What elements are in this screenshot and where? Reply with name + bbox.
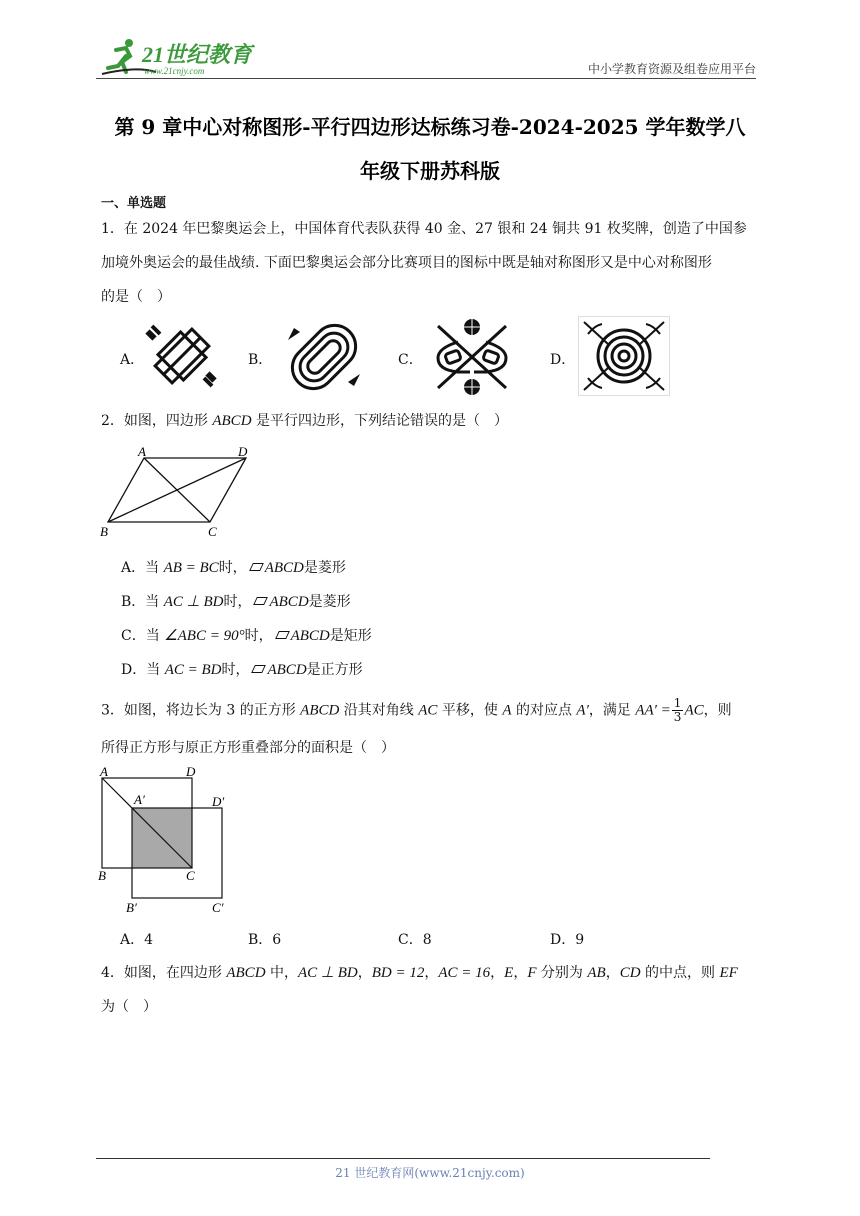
q3-t5: ，满足 <box>588 702 636 719</box>
q3-v1: ABCD <box>300 702 340 719</box>
q3-t2: 沿其对角线 <box>339 702 419 719</box>
q4-v4: AC = 16 <box>438 965 491 981</box>
q4-v2: AC ⊥ BD <box>297 965 358 981</box>
q3-option-a: A．4 <box>120 932 154 948</box>
q4-v8: CD <box>619 965 641 981</box>
footer-text: 21 世纪教育网(www.21cnjy.com) <box>335 1166 525 1180</box>
q4-v6: F <box>527 965 537 981</box>
fraction-one-third <box>672 697 684 724</box>
footer-divider <box>96 1158 710 1159</box>
q4-t4: ， <box>424 965 439 981</box>
q3-option-b: B．6 <box>248 932 282 948</box>
platform-name: 中小学教育资源及组卷应用平台 <box>587 62 756 76</box>
q1-stem-line3: 的是（ ） <box>101 289 171 305</box>
weightlifting-icon <box>142 318 222 394</box>
q4-t7: 分别为 <box>536 965 588 981</box>
label-d-prime: D′ <box>212 794 225 809</box>
label-a-prime: A′ <box>134 792 145 807</box>
q2-d-end: 是正方形 <box>306 662 363 678</box>
q2-c-tail: 时， <box>244 628 273 644</box>
label-a: A <box>138 444 146 459</box>
track-icon <box>282 318 366 396</box>
q2-option-d <box>121 659 363 679</box>
q2-a-letter: A．当 <box>121 560 164 576</box>
q2-c-shape: ABCD <box>290 628 330 644</box>
q2-b-tail: 时， <box>223 594 252 610</box>
parallelogram-symbol <box>252 665 267 673</box>
q2-stem-text-a: 2．如图，四边形 <box>101 413 213 429</box>
q4-stem-line1 <box>101 963 738 983</box>
q3-t6: ，则 <box>703 702 732 719</box>
q4-t2: 中， <box>265 965 298 981</box>
q3-t3: 平移，使 <box>437 702 503 719</box>
q4-t5: ， <box>490 965 505 981</box>
page-title-line1: 第 9 章中心对称图形-平行四边形达标练习卷-2024-2025 学年数学八 <box>114 115 746 139</box>
q2-a-tail: 时， <box>218 560 247 576</box>
q4-v7: AB <box>587 965 606 981</box>
q2-d-math: AC = BD <box>164 662 222 678</box>
q2-stem-var: ABCD <box>212 413 252 429</box>
q4-t8: ， <box>605 965 620 981</box>
label-d: D <box>238 444 248 459</box>
parallelogram-symbol <box>249 563 264 571</box>
q1-option-a-label: A． <box>120 352 145 368</box>
q4-v1: ABCD <box>226 965 266 981</box>
q2-b-letter: B．当 <box>121 594 164 610</box>
q4-v5: E <box>504 965 514 981</box>
q2-c-letter: C．当 <box>121 628 165 644</box>
q3-t1: 3．如图，将边长为 3 的正方形 <box>101 702 301 719</box>
q1-stem-line1: 1．在 2024 年巴黎奥运会上，中国体育代表队获得 40 金、27 银和 24 铜共 91 枚奖牌，创造了中国参 <box>101 221 747 237</box>
frac-denominator: 3 <box>673 710 682 724</box>
basketball-icon <box>430 318 514 396</box>
q4-stem-line2: 为（ ） <box>101 999 157 1015</box>
q3-stem-line2: 所得正方形与原正方形重叠部分的面积是（ ） <box>101 740 395 756</box>
label-c: C <box>186 868 195 883</box>
q4-t3: ， <box>357 965 372 981</box>
q4-t1: 4．如图，在四边形 <box>101 965 227 981</box>
q2-c-math: ∠ABC = 90° <box>164 628 245 644</box>
squares-figure <box>94 764 244 916</box>
q2-option-a <box>121 557 346 577</box>
header-divider <box>96 78 756 79</box>
q4-t6: ， <box>513 965 528 981</box>
q2-stem <box>101 411 508 431</box>
q2-a-shape: ABCD <box>264 560 304 576</box>
q4-v9: EF <box>719 965 738 981</box>
archery-icon <box>578 316 670 396</box>
q2-option-c <box>121 625 372 645</box>
q3-option-d: D．9 <box>550 932 585 948</box>
q2-b-math: AC ⊥ BD <box>163 594 224 610</box>
q2-b-end: 是菱形 <box>308 594 351 610</box>
page-title-line2: 年级下册苏科版 <box>360 159 500 183</box>
section-heading: 一、单选题 <box>101 196 167 211</box>
q2-stem-text-b: 是平行四边形，下列结论错误的是（ ） <box>251 413 508 429</box>
q3-v5: AA′ = <box>635 702 671 719</box>
q2-d-tail: 时， <box>221 662 250 678</box>
q3-stem-line1 <box>101 697 732 724</box>
frac-numerator: 1 <box>673 696 682 710</box>
label-c-prime: C′ <box>212 900 224 915</box>
logo-text: 21世纪教育 <box>142 42 253 67</box>
logo-url: www.21cnjy.com <box>144 66 205 76</box>
q3-v4: A′ <box>576 702 589 719</box>
parallelogram-symbol <box>254 597 269 605</box>
label-b: B <box>100 524 108 539</box>
label-b: B <box>98 868 106 883</box>
label-a: A <box>100 764 108 779</box>
q4-v3: BD = 12 <box>371 965 425 981</box>
q2-a-end: 是菱形 <box>303 560 346 576</box>
q2-d-shape: ABCD <box>267 662 307 678</box>
q1-option-d-label: D． <box>550 352 576 368</box>
label-d: D <box>186 764 196 779</box>
q1-stem-line2: 加境外奥运会的最佳战绩. 下面巴黎奥运会部分比赛项目的图标中既是轴对称图形又是中心对称图形 <box>101 255 712 271</box>
q2-d-letter: D．当 <box>121 662 165 678</box>
q3-v6: AC <box>684 702 704 719</box>
logo <box>96 36 266 78</box>
q4-t9: 的中点，则 <box>640 965 720 981</box>
q2-b-shape: ABCD <box>269 594 309 610</box>
q3-option-c: C．8 <box>398 932 432 948</box>
label-c: C <box>208 524 217 539</box>
q3-v3: A <box>502 702 512 719</box>
q1-option-b-label: B． <box>248 352 273 368</box>
parallelogram-figure <box>96 440 266 544</box>
q1-option-c-label: C． <box>398 352 423 368</box>
q2-a-math: AB = BC <box>163 560 219 576</box>
q2-option-b <box>121 591 351 611</box>
q3-v2: AC <box>418 702 438 719</box>
q3-t4: 的对应点 <box>511 702 577 719</box>
parallelogram-symbol <box>275 631 290 639</box>
q2-c-end: 是矩形 <box>329 628 372 644</box>
logo-runner-icon <box>96 36 266 78</box>
label-b-prime: B′ <box>126 900 137 915</box>
